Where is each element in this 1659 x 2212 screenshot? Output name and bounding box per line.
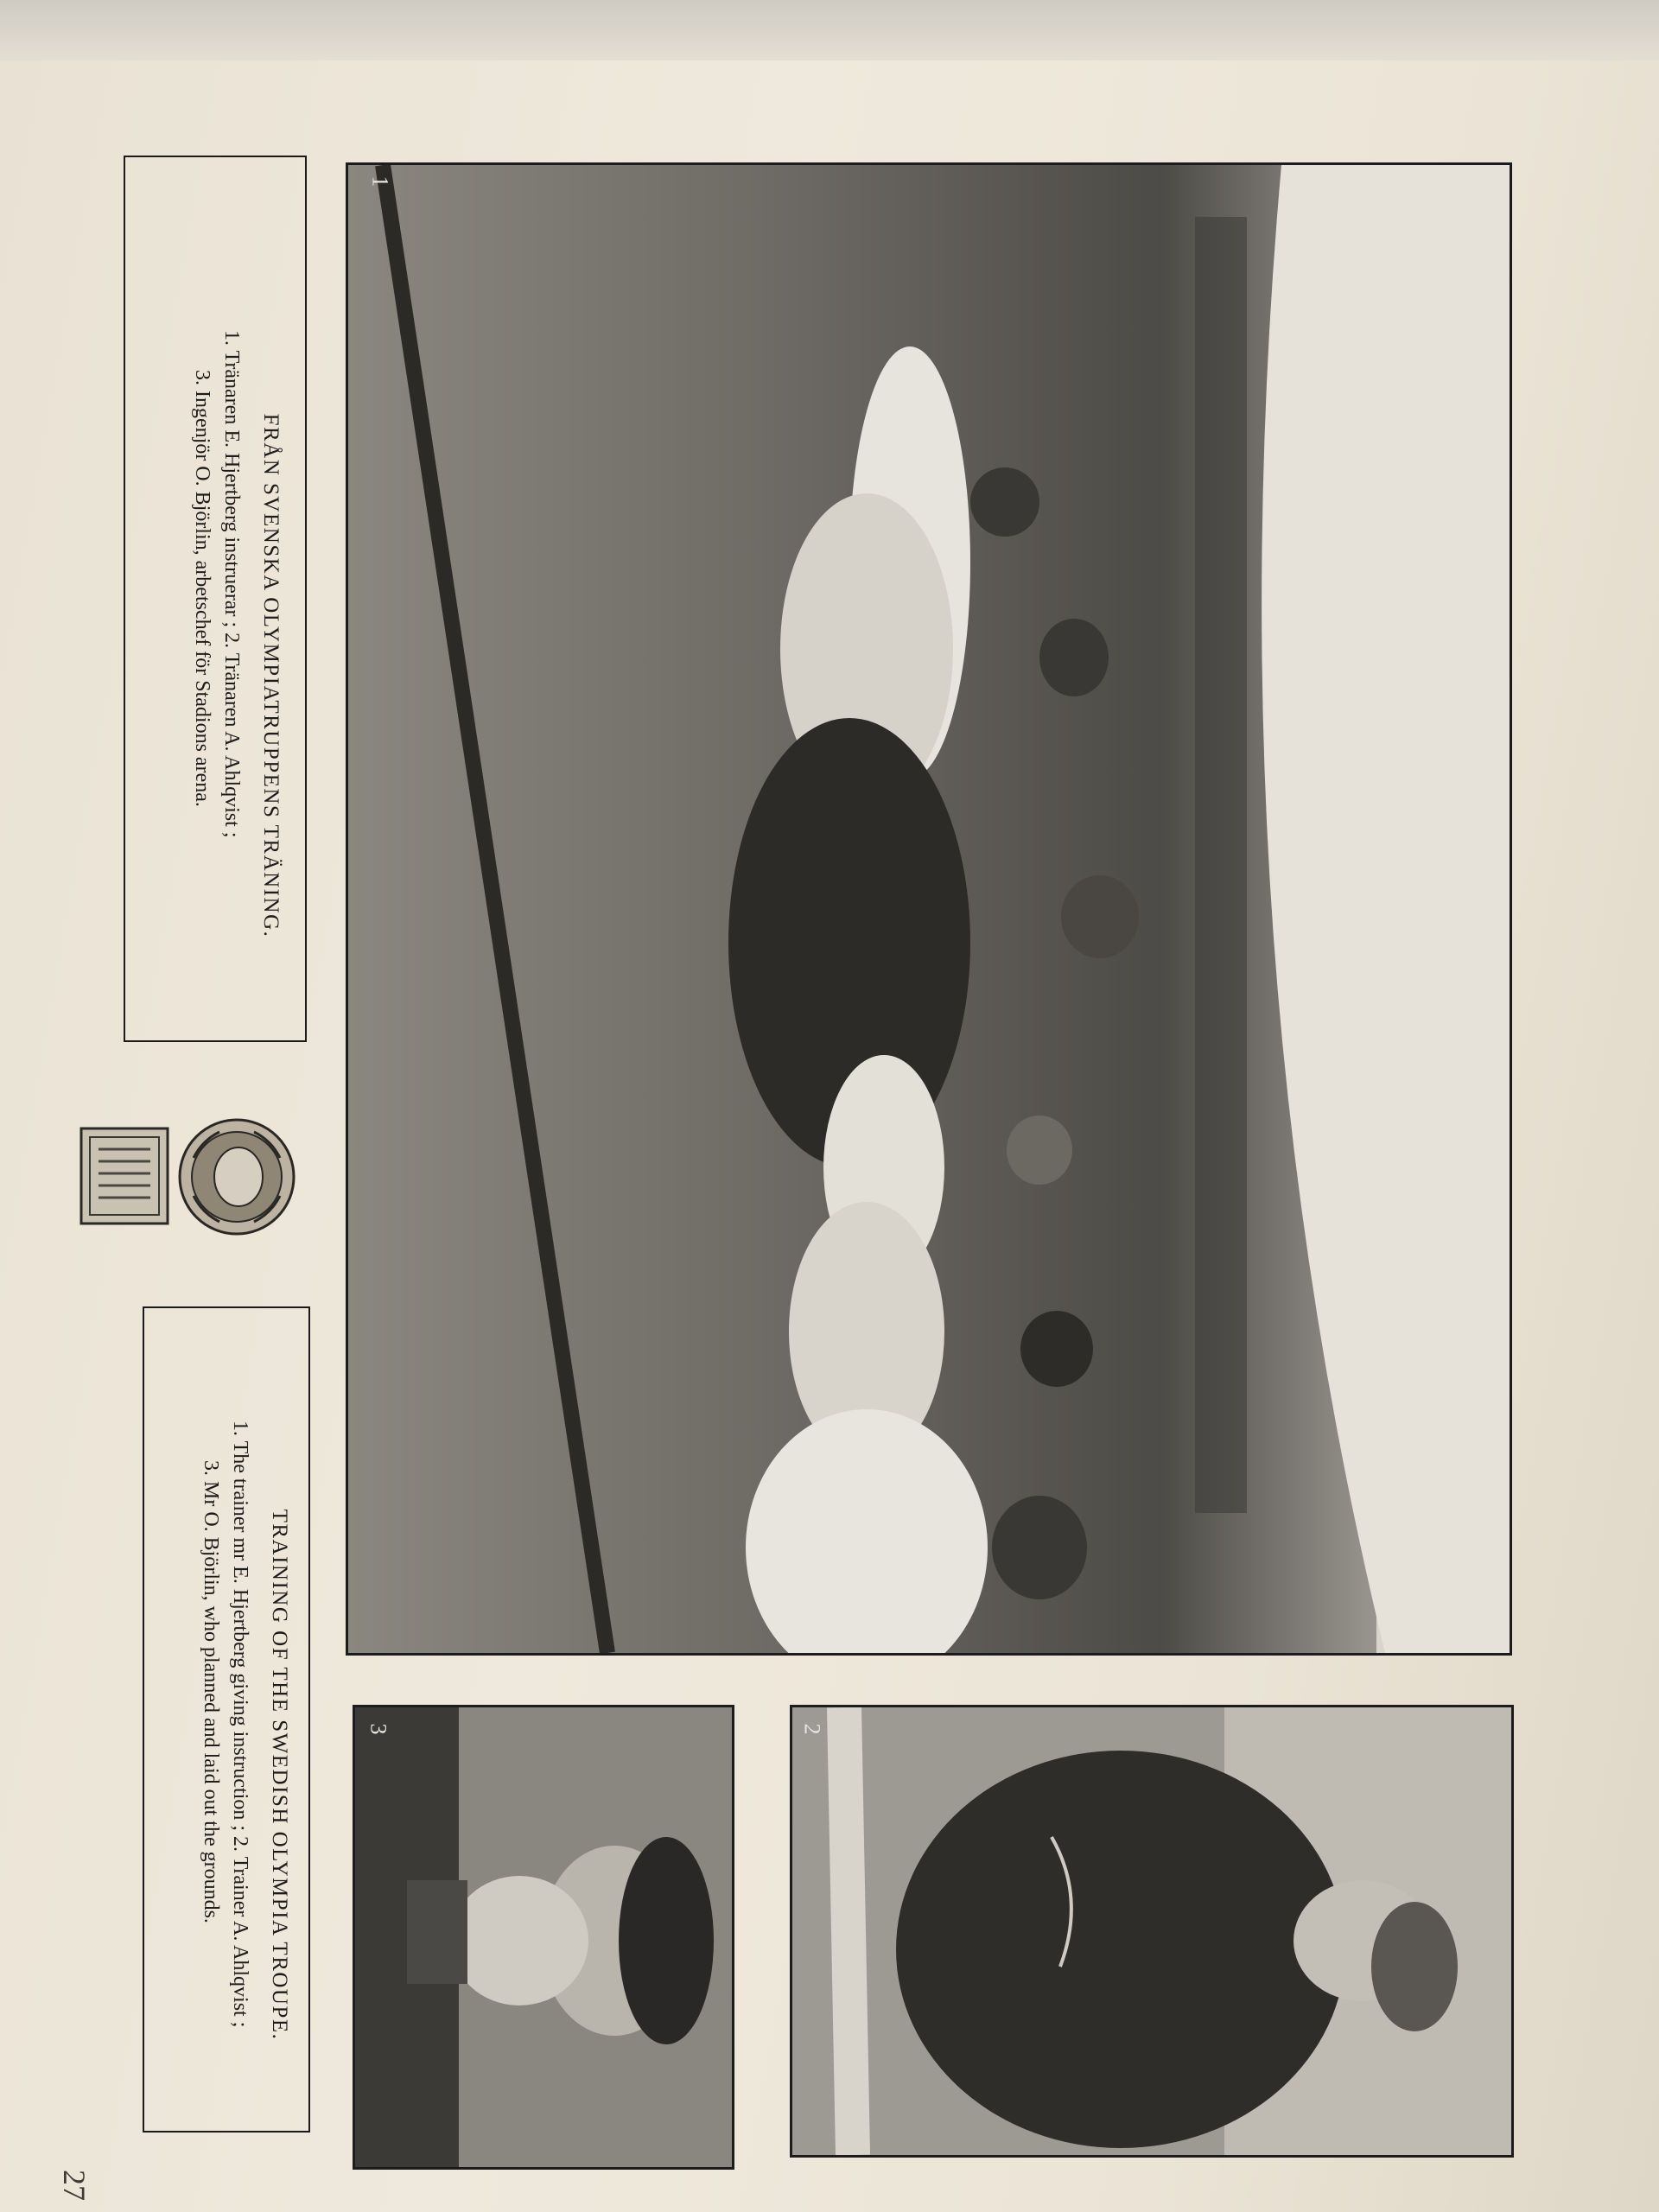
caption-line1-english: 1. The trainer mr E. Hjertberg giving instruction ; 2. Trainer A. Ahlqvist ;: [229, 1421, 251, 2028]
photo-2-trainer: [790, 1705, 1514, 2158]
photo-1-number: 1: [367, 175, 393, 188]
caption-line2-swedish: 3. Ingenjör O. Björlin, arbetschef för Stadions arena.: [191, 370, 213, 807]
photo-3-portrait: [353, 1705, 734, 2170]
olympic-medal-emblem: [73, 1106, 306, 1244]
photo-2-number: 2: [799, 1723, 825, 1735]
caption-box-english: [143, 1306, 310, 2133]
caption-title-english: TRAINING OF THE SWEDISH OLYMPIA TROUPE.: [268, 1509, 291, 2041]
photo-1-group-training: [346, 162, 1512, 1656]
page-top-edge: [0, 0, 1659, 60]
caption-box-swedish: [124, 156, 307, 1042]
page-number: 27: [57, 2170, 92, 2201]
caption-line1-swedish: 1. Tränaren E. Hjertberg instruerar ; 2. Tränaren A. Ahlqvist ;: [220, 330, 243, 838]
caption-line2-english: 3. Mr O. Björlin, who planned and laid out the grounds.: [200, 1460, 222, 1923]
photo-3-number: 3: [365, 1723, 391, 1735]
caption-title-swedish: FRÅN SVENSKA OLYMPIATRUPPENS TRÄNING.: [259, 413, 283, 938]
